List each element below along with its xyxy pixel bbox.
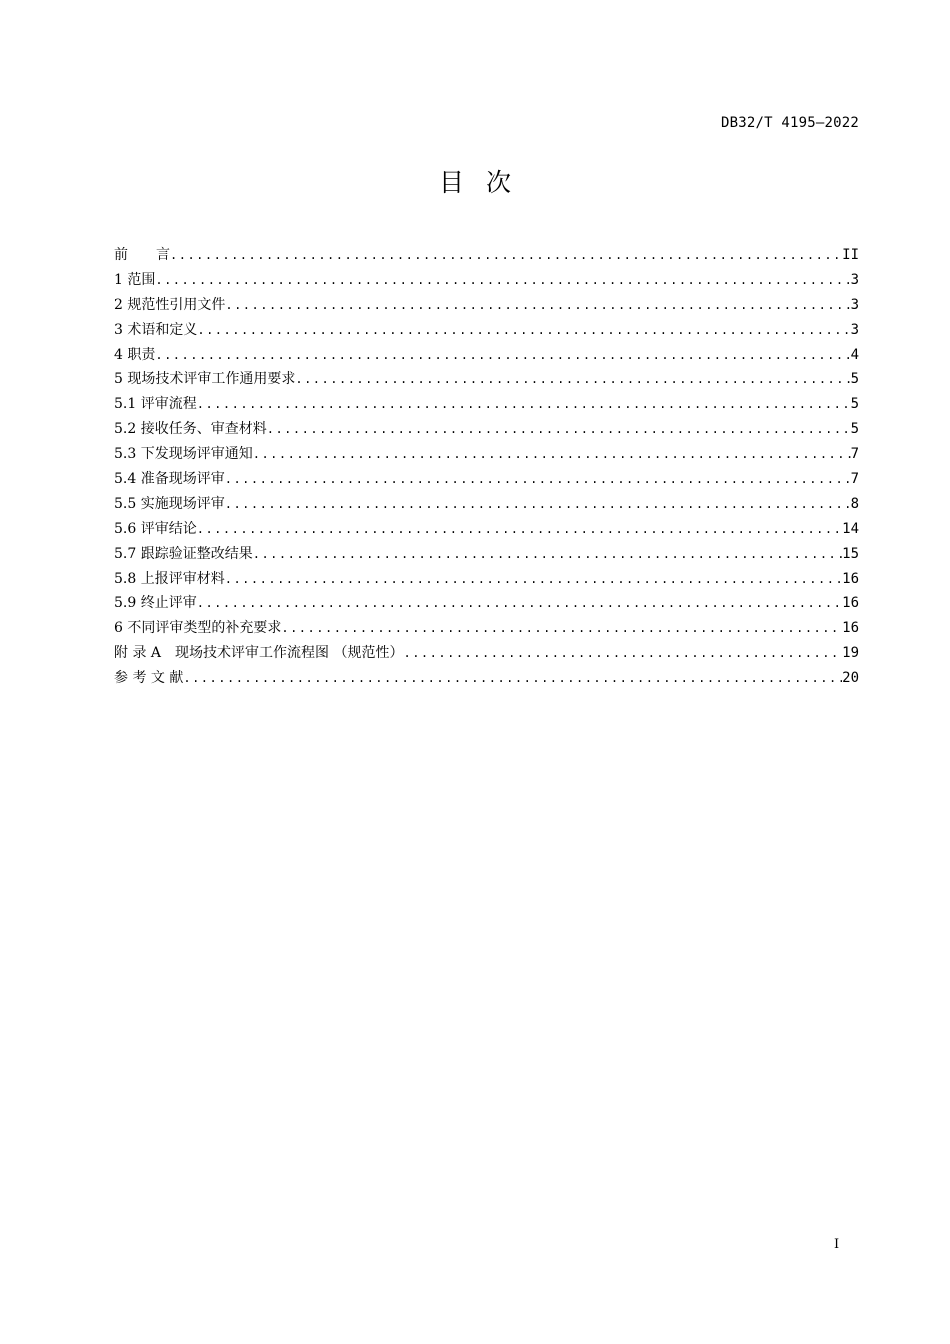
toc-entry-references[interactable] [114, 666, 859, 691]
toc-leader-dots [197, 318, 850, 343]
toc-entry-label: 3 术语和定义 [114, 321, 198, 338]
toc-entry-page: 4 [850, 346, 859, 363]
toc-entry-page: 7 [850, 471, 859, 488]
toc-leader-dots [267, 417, 851, 442]
toc-title: 目次 [438, 168, 533, 197]
toc-entry-label: 5.5 实施现场评审 [114, 495, 225, 512]
toc-entry-label: 5.6 评审结论 [114, 520, 197, 537]
toc-entry-5-8[interactable] [114, 567, 859, 592]
toc-entry-page: 7 [850, 446, 859, 463]
toc-leader-dots [197, 591, 842, 616]
toc-entry-label: 2 规范性引用文件 [114, 296, 226, 313]
toc-entry-page: 5 [850, 371, 859, 388]
toc-entry-5-7[interactable] [114, 542, 859, 567]
toc-entry-label: 5.4 准备现场评审 [114, 471, 225, 488]
toc-entry-label: 5.1 评审流程 [114, 396, 197, 413]
toc-entry-label: 5.3 下发现场评审通知 [114, 446, 253, 463]
toc-entry-5-3[interactable] [114, 442, 859, 467]
toc-entry-5-6[interactable] [114, 517, 859, 542]
toc-leader-dots [225, 567, 842, 592]
toc-leader-dots [403, 641, 842, 666]
toc-entry-page: II [842, 247, 859, 263]
toc-entry-page: 16 [842, 570, 859, 587]
toc-entry-4[interactable] [114, 343, 859, 368]
toc-entry-page: 5 [850, 396, 859, 413]
document-code: DB32/T 4195—2022 [720, 115, 859, 131]
toc-entry-label: 5.9 终止评审 [114, 595, 197, 612]
toc-leader-dots [183, 666, 842, 691]
toc-entry-6[interactable] [114, 616, 859, 641]
toc-entry-page: 3 [850, 296, 859, 313]
toc-entry-page: 5 [850, 421, 859, 438]
toc-entry-5-9[interactable] [114, 591, 859, 616]
toc-entry-label: 4 职责 [114, 346, 156, 363]
toc-leader-dots [253, 442, 851, 467]
toc-entry-label: 5 现场技术评审工作通用要求 [114, 371, 296, 388]
toc-leader-dots [225, 293, 850, 318]
toc-entry-label: 5.8 上报评审材料 [114, 570, 225, 587]
toc-entry-page: 15 [842, 545, 859, 562]
page-number: I [834, 1237, 840, 1252]
toc-leader-dots [281, 616, 842, 641]
toc-leader-dots [155, 268, 850, 293]
toc-entry-label: 5.2 接收任务、审查材料 [114, 421, 267, 438]
toc-leader-dots [197, 517, 842, 542]
toc-entry-5[interactable] [114, 367, 859, 392]
toc-entry-5-2[interactable] [114, 417, 859, 442]
toc-entry-page: 19 [842, 645, 859, 662]
toc-leader-dots [253, 542, 842, 567]
table-of-contents [114, 243, 859, 691]
toc-entry-page: 14 [842, 520, 859, 537]
toc-entry-1[interactable] [114, 268, 859, 293]
toc-entry-label: 6 不同评审类型的补充要求 [114, 620, 282, 637]
toc-entry-5-5[interactable] [114, 492, 859, 517]
toc-entry-label: 参 考 文 献 [114, 670, 184, 687]
toc-entry-page: 3 [850, 271, 859, 288]
toc-entry-label: 5.7 跟踪验证整改结果 [114, 545, 253, 562]
toc-entry-foreword[interactable] [114, 243, 859, 268]
toc-entry-page: 20 [842, 670, 859, 687]
toc-leader-dots [225, 467, 851, 492]
toc-entry-label: 前 言 [114, 247, 170, 263]
toc-entry-label: 1 范围 [114, 271, 156, 288]
toc-entry-page: 16 [842, 595, 859, 612]
toc-entry-page: 3 [850, 321, 859, 338]
toc-entry-3[interactable] [114, 318, 859, 343]
toc-entry-page: 16 [842, 620, 859, 637]
toc-leader-dots [295, 367, 850, 392]
toc-entry-label: 附 录 A 现场技术评审工作流程图 （规范性） [114, 645, 404, 662]
toc-leader-dots [197, 392, 851, 417]
toc-entry-2[interactable] [114, 293, 859, 318]
toc-leader-dots [155, 343, 850, 368]
toc-leader-dots [170, 243, 842, 268]
toc-leader-dots [225, 492, 851, 517]
toc-entry-page: 8 [850, 495, 859, 512]
toc-entry-5-1[interactable] [114, 392, 859, 417]
toc-entry-5-4[interactable] [114, 467, 859, 492]
toc-entry-appendix-a[interactable] [114, 641, 859, 666]
